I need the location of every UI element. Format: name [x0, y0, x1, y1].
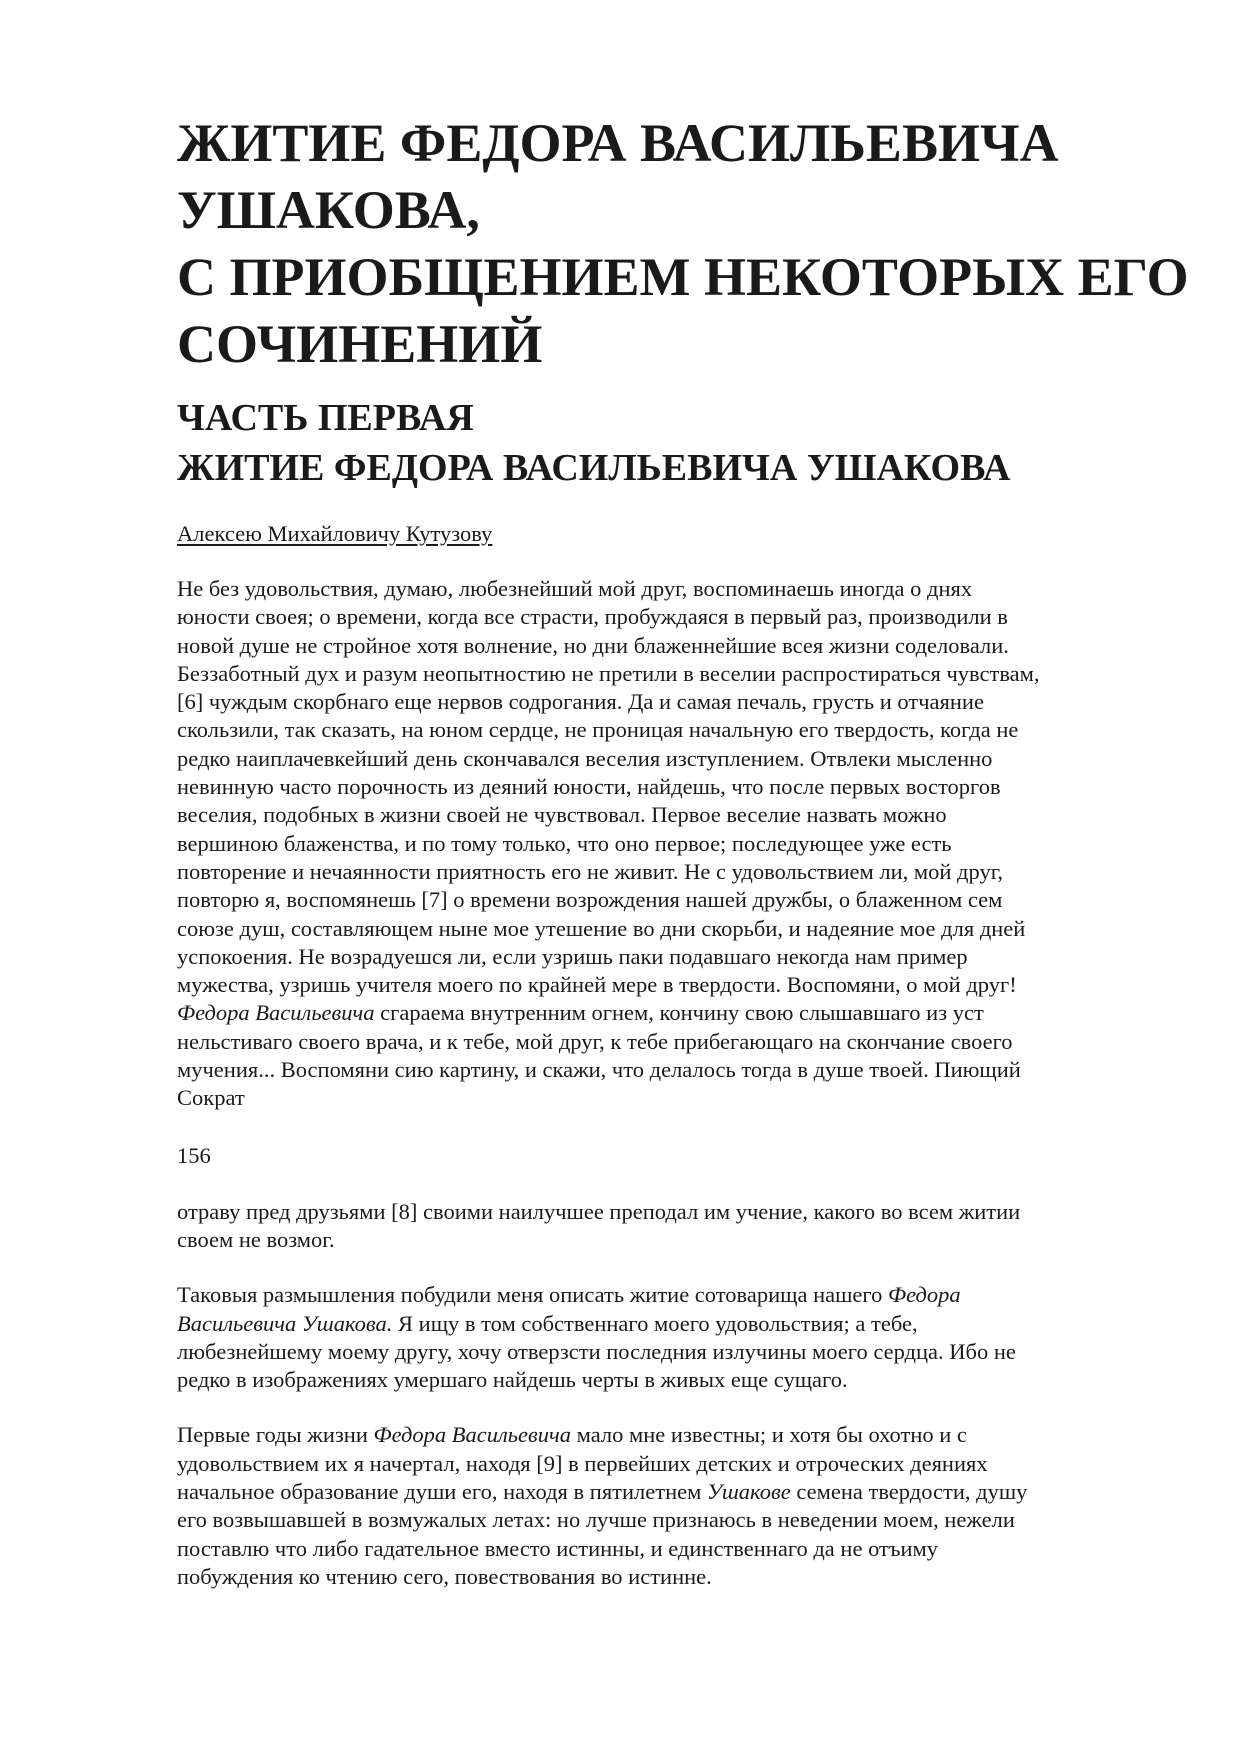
- text-line: редко в изображениях умершаго найдешь черты в живых еще сущаго.: [177, 1367, 848, 1393]
- italic-name: Федора Васильевича: [373, 1422, 572, 1448]
- text-line: союзе душ, составляющем ныне мое утешение во дни скорьби, и надеяние мое для дней: [177, 915, 1026, 941]
- text-line: побуждения ко чтению сего, повествования во истинне.: [177, 1563, 712, 1589]
- text-fragment: Таковыя размышления побудили меня описать житие сотоварища нашего: [177, 1282, 888, 1308]
- italic-name: Федора Васильевича: [177, 1000, 375, 1026]
- italic-name: Васильевича Ушакова.: [177, 1310, 393, 1336]
- text-line: Беззаботный дух и разум неопытностию не претили в веселии распростираться чувствам,: [177, 660, 1040, 686]
- text-line: [177, 1310, 1137, 1338]
- text-line: удовольствием их я начертал, находя [9] в первейших детских и отроческих деяниях: [177, 1450, 988, 1476]
- text-line: [177, 1478, 1137, 1506]
- text-fragment: Первые годы жизни: [177, 1422, 374, 1448]
- paragraph-3: [177, 1281, 1137, 1394]
- text-fragment: сгараема внутренним огнем, кончину свою слышавшаго из уст: [374, 1000, 984, 1026]
- document-page: [177, 110, 1189, 1591]
- text-line: невинную часто порочность из деяний юности, найдешь, что после первых восторгов: [177, 774, 1001, 800]
- part-heading-line: ЧАСТЬ ПЕРВАЯ: [177, 397, 474, 439]
- title-line: СОЧИНЕНИЙ: [177, 314, 543, 374]
- text-line: редко наиплачевкейший день скончавался веселия изступлением. Отвлеки мысленно: [177, 745, 993, 771]
- text-line: своем не возмог.: [177, 1226, 335, 1252]
- document-title: [177, 110, 1189, 378]
- text-line: веселия, подобных в жизни своей не чувствовал. Первое веселие назвать можно: [177, 802, 947, 828]
- text-line: [177, 999, 1137, 1027]
- dedication-link[interactable]: Алексею Михайловичу Кутузову: [177, 521, 493, 546]
- text-line: [177, 1281, 1137, 1309]
- text-line: [177, 1421, 1137, 1449]
- page-number: 156: [177, 1142, 211, 1168]
- italic-name: Ушакове: [706, 1479, 791, 1505]
- text-line: новой душе не стройное хотя волнение, но дни блаженнейшие всея жизни соделовали.: [177, 632, 1009, 658]
- text-line: нельстиваго своего врача, и к тебе, мой друг, к тебе прибегающаго на скончание своего: [177, 1028, 1013, 1054]
- text-line: юности своея; о времени, когда все страсти, пробуждаяся в первый раз, производили в: [177, 604, 1008, 630]
- text-line: Сократ: [177, 1085, 245, 1111]
- text-fragment: мало мне известны; и хотя бы охотно и с: [571, 1422, 967, 1448]
- text-line: повторение и нечаянности приятность его не живит. Не с удовольствием ли, мой друг,: [177, 858, 1004, 884]
- title-line: ЖИТИЕ ФЕДОРА ВАСИЛЬЕВИЧА: [177, 113, 1059, 173]
- text-line: отраву пред друзьями [8] своими наилучшее преподал им учение, какого во всем житии: [177, 1198, 1021, 1224]
- paragraph-2: [177, 1198, 1137, 1255]
- paragraph-4: [177, 1421, 1137, 1591]
- text-line: его возвышавшей в возмужалых летах: но лучше признаюсь в неведении моем, нежели: [177, 1507, 1015, 1533]
- text-fragment: начальное образование души его, находя в пятилетнем: [177, 1479, 707, 1505]
- title-line: С ПРИОБЩЕНИЕМ НЕКОТОРЫХ ЕГО: [177, 247, 1189, 307]
- part-heading-line: ЖИТИЕ ФЕДОРА ВАСИЛЬЕВИЧА УШАКОВА: [177, 447, 1011, 489]
- text-line: Не без удовольствия, думаю, любезнейший мой друг, воспоминаешь иногда о днях: [177, 576, 973, 601]
- text-line: успокоения. Не возрадуешся ли, если узришь паки подавшаго некогда нам пример: [177, 943, 968, 969]
- text-line: мужества, узришь учителя моего по крайней мере в твердости. Воспомяни, о мой друг!: [177, 972, 1017, 998]
- text-line: скользили, так сказать, на юном сердце, не проницая начальную его твердость, когда не: [177, 717, 1019, 743]
- text-fragment: Я ищу в том собственнаго моего удовольствия; а тебе,: [392, 1310, 918, 1336]
- paragraph-1: [177, 575, 1137, 1113]
- text-line: [6] чуждым скорбнаго еще нервов содрогания. Да и самая печаль, грусть и отчаяние: [177, 689, 984, 715]
- title-line: УШАКОВА,: [177, 180, 480, 240]
- text-line: любезнейшему моему другу, хочу отверзсти последния излучины моего сердца. Ибо не: [177, 1338, 1016, 1364]
- text-line: повторю я, воспомянешь [7] о времени возрождения нашей дружбы, о блаженном сем: [177, 887, 1003, 913]
- italic-name: Федора: [887, 1282, 961, 1308]
- part-heading: [177, 393, 1137, 493]
- text-line: мучения... Воспомяни сию картину, и скажи, что делалось тогда в душе твоей. Пиющий: [177, 1057, 1021, 1083]
- text-line: вершиною блаженства, и по тому только, что оно первое; последующее уже есть: [177, 830, 952, 856]
- text-line: поставлю что либо гадательное вместо истинны, и единственнаго да не отъиму: [177, 1535, 939, 1561]
- text-fragment: семена твердости, душу: [790, 1479, 1028, 1505]
